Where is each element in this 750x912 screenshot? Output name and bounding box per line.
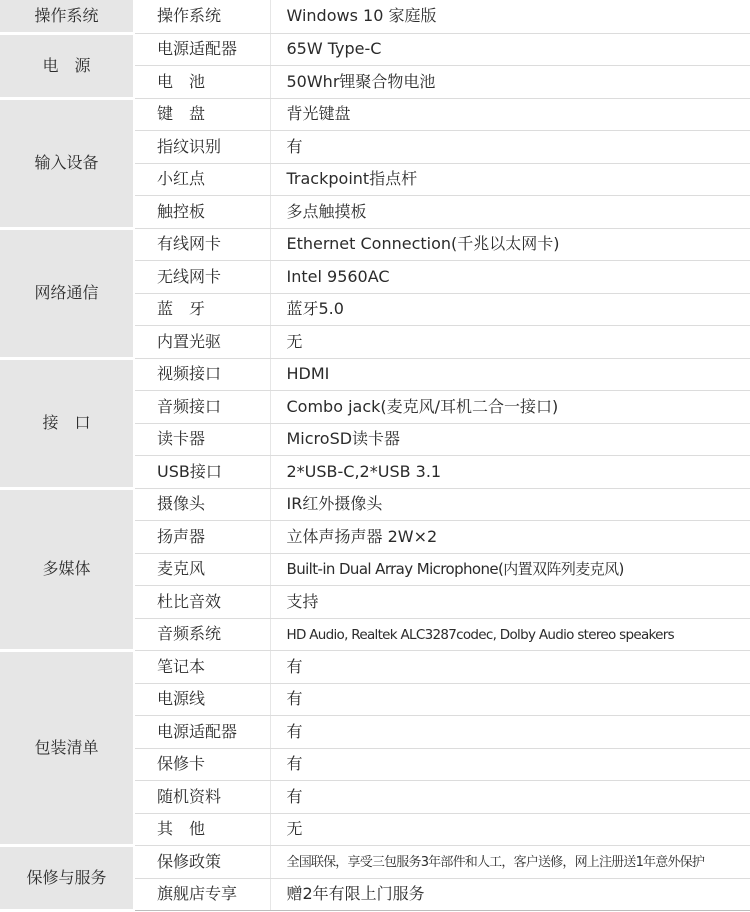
value-cell: 背光键盘 (270, 98, 750, 131)
table-row (0, 488, 750, 521)
item-cell: 电源适配器 (134, 33, 270, 66)
value-cell: 多点触摸板 (270, 196, 750, 229)
value-cell: MicroSD读卡器 (270, 423, 750, 456)
item-cell: 电 池 (134, 66, 270, 99)
value-cell: 赠2年有限上门服务 (270, 878, 750, 911)
value-text: 全国联保，享受三包服务3年部件和人工，客户送修，网上注册送1年意外保护 (286, 854, 705, 870)
item-cell: 操作系统 (134, 0, 270, 33)
item-cell: 蓝 牙 (134, 293, 270, 326)
category-cell: 电 源 (0, 33, 134, 98)
item-cell: 读卡器 (134, 423, 270, 456)
table-row (0, 651, 750, 684)
value-cell: 支持 (270, 586, 750, 619)
item-cell: 键 盘 (134, 98, 270, 131)
value-cell: IR红外摄像头 (270, 488, 750, 521)
item-cell: USB接口 (134, 456, 270, 489)
item-cell: 保修卡 (134, 748, 270, 781)
value-cell: Intel 9560AC (270, 261, 750, 294)
table-row (0, 358, 750, 391)
item-cell: 电源线 (134, 683, 270, 716)
value-cell: Combo jack(麦克风/耳机二合一接口) (270, 391, 750, 424)
item-cell: 麦克风 (134, 553, 270, 586)
item-cell: 随机资料 (134, 781, 270, 814)
item-cell: 音频接口 (134, 391, 270, 424)
table-row (0, 98, 750, 131)
value-cell: Ethernet Connection(千兆以太网卡) (270, 228, 750, 261)
category-cell: 多媒体 (0, 488, 134, 651)
item-cell: 指纹识别 (134, 131, 270, 164)
item-cell: 触控板 (134, 196, 270, 229)
value-cell: 有 (270, 748, 750, 781)
category-cell: 输入设备 (0, 98, 134, 228)
table-row (0, 33, 750, 66)
value-cell: 有 (270, 131, 750, 164)
item-cell: 内置光驱 (134, 326, 270, 359)
item-cell: 有线网卡 (134, 228, 270, 261)
item-cell: 无线网卡 (134, 261, 270, 294)
item-cell: 电源适配器 (134, 716, 270, 749)
value-cell: 无 (270, 813, 750, 846)
item-cell: 视频接口 (134, 358, 270, 391)
value-cell: Windows 10 家庭版 (270, 0, 750, 33)
value-cell (270, 553, 750, 586)
item-cell: 旗舰店专享 (134, 878, 270, 911)
value-cell: 2*USB-C,2*USB 3.1 (270, 456, 750, 489)
category-cell: 网络通信 (0, 228, 134, 358)
item-cell: 其 他 (134, 813, 270, 846)
item-cell: 杜比音效 (134, 586, 270, 619)
category-cell: 包装清单 (0, 651, 134, 846)
value-cell: 65W Type-C (270, 33, 750, 66)
category-cell: 操作系统 (0, 0, 134, 33)
value-cell: 无 (270, 326, 750, 359)
value-cell: 有 (270, 683, 750, 716)
item-cell: 小红点 (134, 163, 270, 196)
value-text: HD Audio, Realtek ALC3287codec, Dolby Audio stereo speakers (286, 626, 674, 643)
item-cell: 扬声器 (134, 521, 270, 554)
item-cell: 保修政策 (134, 846, 270, 879)
table-row (0, 0, 750, 33)
value-cell: 立体声扬声器 2W×2 (270, 521, 750, 554)
item-cell: 笔记本 (134, 651, 270, 684)
item-cell: 音频系统 (134, 618, 270, 651)
value-cell: 50Whr锂聚合物电池 (270, 66, 750, 99)
value-cell: HDMI (270, 358, 750, 391)
value-cell: 有 (270, 781, 750, 814)
item-cell: 摄像头 (134, 488, 270, 521)
value-cell: 有 (270, 651, 750, 684)
table-row (0, 228, 750, 261)
value-cell (270, 846, 750, 879)
value-cell: Trackpoint指点杆 (270, 163, 750, 196)
value-text: Built-in Dual Array Microphone(内置双阵列麦克风) (286, 560, 624, 579)
value-cell: 蓝牙5.0 (270, 293, 750, 326)
table-row (0, 846, 750, 879)
value-cell: 有 (270, 716, 750, 749)
category-cell: 保修与服务 (0, 846, 134, 911)
category-cell: 接 口 (0, 358, 134, 488)
value-cell (270, 618, 750, 651)
